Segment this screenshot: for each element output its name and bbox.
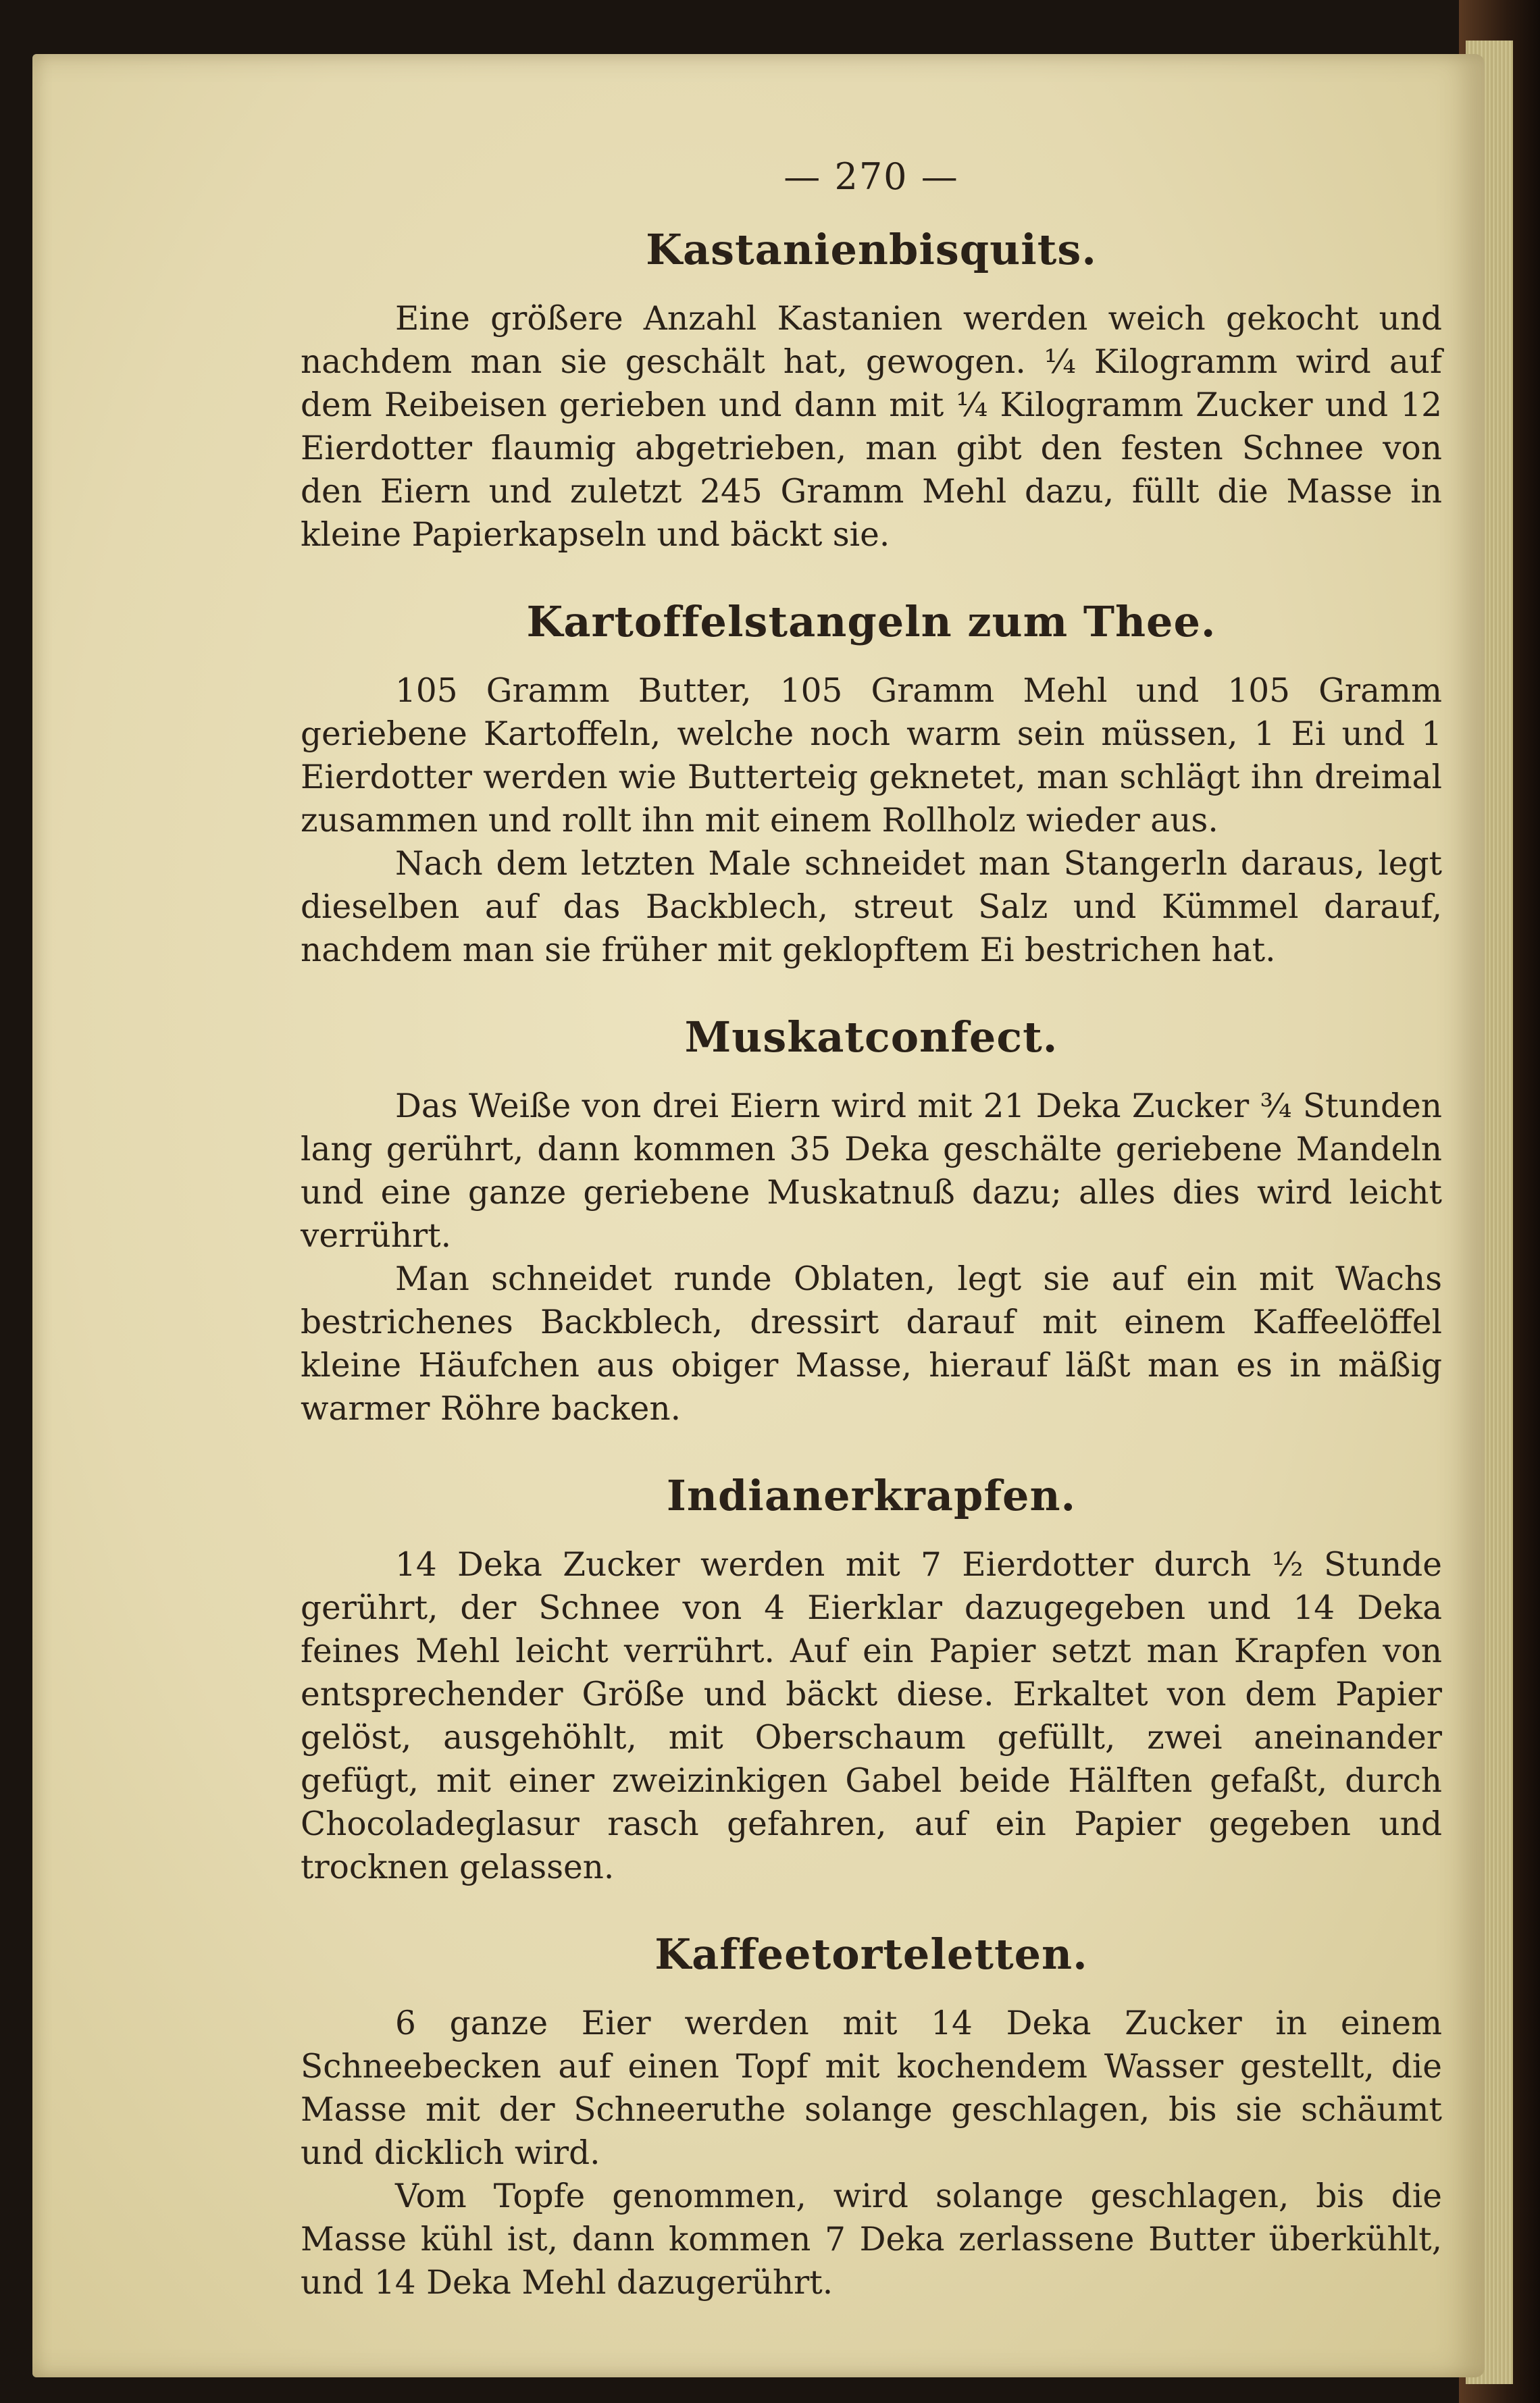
recipe-kastanienbisquits: [301, 225, 1442, 557]
recipe-paragraph: 14 Deka Zucker werden mit 7 Eierdotter durch ½ Stunde gerührt, der Schnee von 4 Eierklar dazugegeben und 14 Deka feines Mehl leicht verrührt. Auf ein Papier setzt man Krapfen von entsprechender Größe und bäckt diese. Erkaltet von dem Papier gelöst, ausgehöhlt, mit Oberschaum gefüllt, zwei aneinander gefügt, mit einer zweizinkigen Gabel beide Hälften gefaßt, durch Chocoladeglasur rasch gefahren, auf ein Papier gegeben und trocknen gelassen.: [301, 1546, 1442, 1886]
recipe-title: Kartoffelstangeln zum Thee.: [526, 597, 1216, 646]
recipe-paragraph: Nach dem letzten Male schneidet man Stangerln daraus, legt dieselben auf das Backblech, streut Salz und Kümmel darauf, nachdem man sie früher mit geklopftem Ei bestrichen hat.: [301, 845, 1442, 969]
recipe-paragraph: Man schneidet runde Oblaten, legt sie auf ein mit Wachs bestrichenes Backblech, dressirt darauf mit einem Kaffeelöffel kleine Häufchen aus obiger Masse, hierauf läßt man es in mäßig warmer Röhre backen.: [301, 1260, 1442, 1428]
recipe-indianerkrapfen: [301, 1471, 1442, 1889]
recipe-paragraph: 6 ganze Eier werden mit 14 Deka Zucker in einem Schneebecken auf einen Topf mit kochendem Wasser gestellt, die Masse mit der Schneeruthe solange geschlagen, bis sie schäumt und dicklich wird.: [301, 2005, 1442, 2172]
page-number: — 270 —: [784, 155, 959, 198]
recipe-kartoffelstangeln: [301, 597, 1442, 972]
recipe-paragraph: Eine größere Anzahl Kastanien werden weich gekocht und nachdem man sie geschält hat, gewogen. ¼ Kilogramm wird auf dem Reibeisen gerieben und dann mit ¼ Kilogramm Zucker und 12 Eierdotter flaumig abgetrieben, man gibt den festen Schnee von den Eiern und zuletzt 245 Gramm Mehl dazu, füllt die Masse in kleine Papierkapseln und bäckt sie.: [301, 300, 1442, 554]
recipe-title: Kastanienbisquits.: [646, 225, 1097, 274]
recipe-muskatconfect: [301, 1012, 1442, 1430]
recipe-paragraph: Das Weiße von drei Eiern wird mit 21 Deka Zucker ¾ Stunden lang gerührt, dann kommen 35 Deka geschälte geriebene Mandeln und eine ganze geriebene Muskatnuß dazu; alles dies wird leicht verrührt.: [301, 1087, 1442, 1255]
recipe-kaffeetorteletten: [301, 1930, 1442, 2304]
recipe-title: Muskatconfect.: [684, 1012, 1058, 1062]
recipe-title: Indianerkrapfen.: [666, 1471, 1077, 1520]
recipe-paragraph: 105 Gramm Butter, 105 Gramm Mehl und 105 Gramm geriebene Kartoffeln, welche noch warm sein müssen, 1 Ei und 1 Eierdotter werden wie Butterteig geknetet, man schlägt ihn dreimal zusammen und rollt ihn mit einem Rollholz wieder aus.: [301, 672, 1442, 839]
recipe-paragraph: Vom Topfe genommen, wird solange geschlagen, bis die Masse kühl ist, dann kommen 7 Deka zerlassene Butter überkühlt, und 14 Deka Mehl dazugerührt.: [301, 2177, 1442, 2302]
page-content: [301, 155, 1442, 2304]
recipe-title: Kaffeetorteletten.: [654, 1930, 1088, 1979]
